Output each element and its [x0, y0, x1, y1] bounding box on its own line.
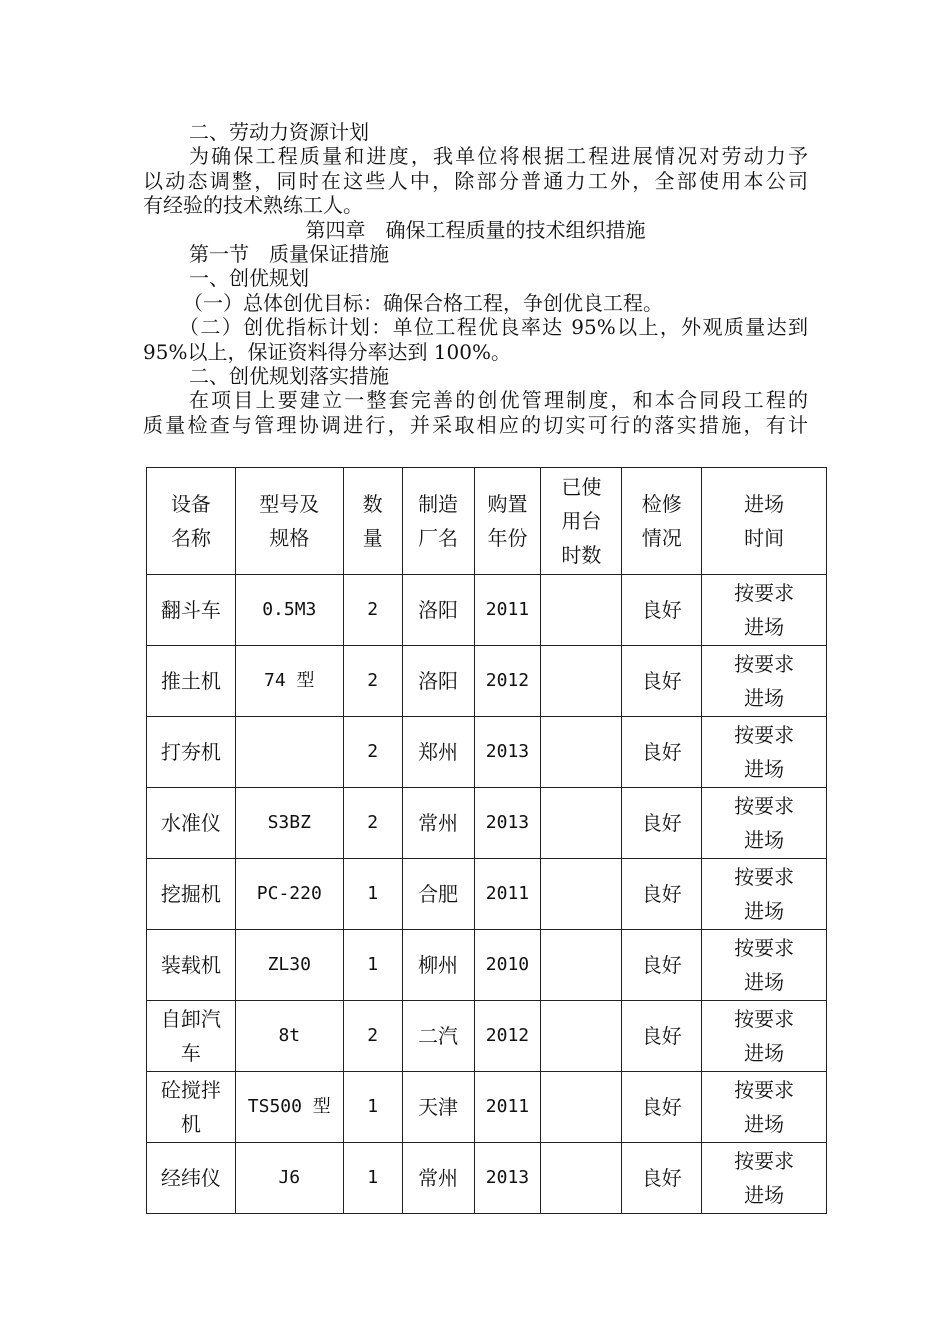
cell-model: J6	[235, 1143, 343, 1214]
cell-status: 良好	[622, 1143, 702, 1214]
table-row	[147, 859, 827, 930]
column-header-line: 厂名	[418, 526, 459, 550]
table-row	[147, 1072, 827, 1143]
cell-entry-line: 进场	[744, 686, 785, 710]
cell-name	[147, 575, 236, 646]
cell-entry	[702, 646, 827, 717]
cell-model: ZL30	[235, 930, 343, 1001]
paragraph-line: （二）创优指标计划：单位工程优良率达 95%以上，外观质量达到	[179, 315, 808, 340]
cell-maker: 二汽	[402, 1001, 474, 1072]
table-row	[147, 646, 827, 717]
cell-entry-line: 进场	[744, 1041, 785, 1065]
table-row	[147, 717, 827, 788]
cell-name	[147, 1143, 236, 1214]
subsection-heading: 二、创优规划落实措施	[189, 364, 389, 389]
column-header-line: 制造	[418, 492, 459, 516]
column-header	[541, 468, 622, 575]
column-header	[702, 468, 827, 575]
cell-maker: 常州	[402, 1143, 474, 1214]
column-header-line: 情况	[641, 526, 682, 550]
cell-entry	[702, 788, 827, 859]
paragraph-line: （一）总体创优目标：确保合格工程，争创优良工程。	[183, 290, 663, 315]
cell-entry-line: 按要求	[734, 652, 795, 676]
column-header-line: 规格	[269, 526, 310, 550]
cell-year: 2013	[474, 788, 541, 859]
cell-entry-line: 按要求	[734, 1078, 795, 1102]
column-header	[622, 468, 702, 575]
cell-entry-line: 进场	[744, 899, 785, 923]
cell-entry-line: 进场	[744, 1183, 785, 1207]
column-header-line: 型号及	[259, 492, 320, 516]
cell-model: TS500 型	[235, 1072, 343, 1143]
table-row	[147, 575, 827, 646]
equipment-table-header	[147, 468, 827, 575]
paragraph-line: 质量检查与管理协调进行，并采取相应的切实可行的落实措施，有计	[143, 412, 808, 437]
cell-status: 良好	[622, 575, 702, 646]
table-row	[147, 1001, 827, 1072]
cell-maker: 天津	[402, 1072, 474, 1143]
cell-entry	[702, 717, 827, 788]
column-header-line: 时间	[744, 526, 785, 550]
cell-model: 8t	[235, 1001, 343, 1072]
cell-name-line: 机	[180, 1112, 201, 1136]
column-header-line: 名称	[170, 526, 211, 550]
header-row	[147, 468, 827, 575]
paragraph-line: 为确保工程质量和进度，我单位将根据工程进展情况对劳动力予	[189, 144, 808, 169]
column-header	[343, 468, 402, 575]
chapter-heading: 第四章 确保工程质量的技术组织措施	[305, 217, 646, 242]
cell-year: 2011	[474, 859, 541, 930]
cell-name-line: 装载机	[160, 953, 221, 977]
column-header-line: 用台	[561, 509, 602, 533]
cell-name	[147, 717, 236, 788]
cell-qty: 2	[343, 788, 402, 859]
cell-entry-line: 按要求	[734, 1007, 795, 1031]
subsection-heading: 一、创优规划	[189, 266, 309, 291]
cell-maker: 洛阳	[402, 646, 474, 717]
column-header-line: 数	[362, 492, 383, 516]
cell-hours	[541, 1143, 622, 1214]
cell-entry-line: 按要求	[734, 865, 795, 889]
cell-name-line: 砼搅拌	[160, 1078, 221, 1102]
cell-qty: 1	[343, 1072, 402, 1143]
cell-hours	[541, 575, 622, 646]
cell-maker: 郑州	[402, 717, 474, 788]
column-header-line: 进场	[744, 492, 785, 516]
column-header	[402, 468, 474, 575]
cell-name-line: 经纬仪	[160, 1166, 221, 1190]
paragraph-line: 在项目上要建立一整套完善的创优管理制度，和本合同段工程的	[189, 388, 808, 413]
cell-entry-line: 按要求	[734, 723, 795, 747]
cell-status: 良好	[622, 1001, 702, 1072]
cell-status: 良好	[622, 930, 702, 1001]
cell-model: 0.5M3	[235, 575, 343, 646]
cell-status: 良好	[622, 788, 702, 859]
cell-year: 2012	[474, 1001, 541, 1072]
column-header	[235, 468, 343, 575]
cell-entry	[702, 1143, 827, 1214]
cell-qty: 1	[343, 930, 402, 1001]
column-header-line: 已使	[561, 475, 602, 499]
paragraph-line: 95%以上，保证资料得分率达到 100%。	[143, 339, 511, 364]
cell-hours	[541, 859, 622, 930]
column-header-line: 检修	[641, 492, 682, 516]
cell-entry-line: 进场	[744, 970, 785, 994]
cell-entry-line: 进场	[744, 615, 785, 639]
cell-name	[147, 788, 236, 859]
table-row	[147, 930, 827, 1001]
cell-entry	[702, 1072, 827, 1143]
paragraph-line: 以动态调整，同时在这些人中，除部分普通力工外，全部使用本公司	[143, 168, 808, 193]
cell-year: 2011	[474, 1072, 541, 1143]
cell-qty: 2	[343, 575, 402, 646]
cell-hours	[541, 930, 622, 1001]
cell-entry-line: 进场	[744, 1112, 785, 1136]
cell-entry	[702, 575, 827, 646]
cell-qty: 2	[343, 717, 402, 788]
table-row	[147, 1143, 827, 1214]
cell-model: 74 型	[235, 646, 343, 717]
cell-year: 2010	[474, 930, 541, 1001]
cell-model	[235, 717, 343, 788]
section-heading-labor: 二、劳动力资源计划	[189, 120, 369, 144]
cell-model: S3BZ	[235, 788, 343, 859]
cell-hours	[541, 1001, 622, 1072]
cell-hours	[541, 788, 622, 859]
equipment-table-body	[147, 575, 827, 1214]
cell-year: 2013	[474, 1143, 541, 1214]
cell-name	[147, 930, 236, 1001]
cell-name-line: 自卸汽	[160, 1007, 221, 1031]
column-header	[474, 468, 541, 575]
section-heading: 第一节 质量保证措施	[189, 242, 389, 267]
cell-maker: 柳州	[402, 930, 474, 1001]
cell-status: 良好	[622, 646, 702, 717]
cell-name-line: 水准仪	[160, 811, 221, 835]
cell-entry-line: 按要求	[734, 794, 795, 818]
cell-qty: 1	[343, 859, 402, 930]
cell-name	[147, 646, 236, 717]
column-header-line: 量	[362, 526, 383, 550]
cell-entry-line: 按要求	[734, 1149, 795, 1173]
cell-hours	[541, 717, 622, 788]
cell-maker: 常州	[402, 788, 474, 859]
cell-hours	[541, 646, 622, 717]
cell-name	[147, 859, 236, 930]
column-header-line: 购置	[487, 492, 528, 516]
cell-entry	[702, 1001, 827, 1072]
cell-year: 2011	[474, 575, 541, 646]
cell-qty: 1	[343, 1143, 402, 1214]
cell-qty: 2	[343, 1001, 402, 1072]
cell-name	[147, 1072, 236, 1143]
cell-name-line: 车	[180, 1041, 201, 1065]
cell-qty: 2	[343, 646, 402, 717]
cell-entry-line: 按要求	[734, 581, 795, 605]
column-header-line: 设备	[170, 492, 211, 516]
cell-entry	[702, 859, 827, 930]
cell-hours	[541, 1072, 622, 1143]
cell-entry-line: 按要求	[734, 936, 795, 960]
column-header	[147, 468, 236, 575]
column-header-line: 年份	[487, 526, 528, 550]
cell-maker: 合肥	[402, 859, 474, 930]
table-row	[147, 788, 827, 859]
document-text	[143, 120, 808, 437]
cell-name-line: 打夯机	[160, 740, 221, 764]
paragraph-line: 有经验的技术熟练工人。	[143, 193, 363, 218]
cell-name-line: 挖掘机	[160, 882, 221, 906]
equipment-table	[146, 467, 827, 1214]
column-header-line: 时数	[561, 543, 602, 567]
cell-name-line: 推土机	[160, 669, 221, 693]
cell-entry-line: 进场	[744, 757, 785, 781]
cell-maker: 洛阳	[402, 575, 474, 646]
cell-entry	[702, 930, 827, 1001]
cell-status: 良好	[622, 1072, 702, 1143]
cell-name	[147, 1001, 236, 1072]
cell-status: 良好	[622, 859, 702, 930]
cell-name-line: 翻斗车	[160, 598, 221, 622]
cell-status: 良好	[622, 717, 702, 788]
cell-year: 2013	[474, 717, 541, 788]
cell-year: 2012	[474, 646, 541, 717]
cell-entry-line: 进场	[744, 828, 785, 852]
cell-model: PC-220	[235, 859, 343, 930]
